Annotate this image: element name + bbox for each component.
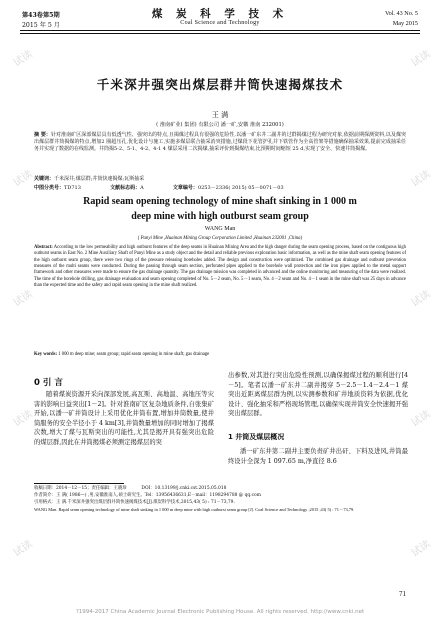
volume-issue: 第43卷第5期: [22, 12, 60, 19]
header-rule: [20, 30, 420, 31]
abstract-cn-label: 摘 要：: [34, 132, 51, 138]
affiliation-cn: ( 淮南矿业( 集团) 有限公司 潘一矿,安徽 淮南 232001): [156, 122, 284, 128]
abstract-en-text: According to the low permeability and high outburst features of the deep seams in Huainan Mining Area and the high danger during the seam opening process, based on the contiguous high outburst seams in East No. 2 Mine Auxiliary Shaft of Panyi Mine as a study object and the detail and reliable previous exploration basic information, as well as the mine shaft seam opening features of the high outburst seam group, there were two rings of the pressure releasing boreholes added. The design and construction were optimized. The combined gas drainage and outburst prevention measures of the multi seams were conducted. During the passing through seam section, perforated pipes applied to the borehole wall protection and the iron pipes applied to the metal support framework and other measures were made to ensure the gas drainage quantity. The gas drainage mission was completed in advanced and the online monitoring and measuring of the data were realized. The time of the borehole drilling, gas drainage evaluation and seam opening completed of No. 5－2 seam, No. 5－1 seam, No. 4－2 seam and No. 4－1 seam in the mine shaft was 25 days in advance than the expected time and the safety and rapid seam opening in the mine shaft realized.: [34, 245, 406, 289]
doc-code-label: 文献标志码：: [110, 185, 141, 191]
watermark: 试读: [11, 538, 35, 560]
keywords-en-text: 1 000 m deep mine; seam group; rapid seam opening in mine shaft; gas drainage: [58, 352, 210, 357]
classification-line: [34, 185, 406, 192]
header-rule-thin: [20, 33, 420, 34]
journal-title-cn: 煤 炭 科 学 技 术: [151, 8, 289, 20]
article-title-en-line1: Rapid seam opening technology of mine shaft sinking in 1 000 m: [83, 196, 357, 207]
article-title-en-line2: deep mine with high outburst seam group: [131, 211, 309, 222]
watermark: 试读: [11, 48, 35, 70]
watermark: 试读: [409, 538, 433, 560]
right-col-para-1: 出参数,对其进行突出危险性预测,以确保揭煤过程的顺利进行[4－5]。笔者以潘一矿东井二副井揭穿 5－2.5－1.4－2.4－1 煤突出近距离煤层群为例,以实测参数和矿井地质资料为依据,优化设计、强化抽采和严格现场管理,以确保实现井筒安全快速揭开强突出煤层群。: [228, 372, 408, 417]
issue-date-en: May 2015: [392, 20, 418, 27]
abstract-cn-text: 针对淮南矿区深部煤层具有低透气性、强突出的特点,且揭煤过程具有很强的危险性,以潘一矿东井二副井的过群揭煤过程为研究对象,依据前期探测资料,以及煤突出煤层群井筒揭煤的特点,增加2 圈超压孔,优化设计与施工,实施多煤层联合抽采消突措施,过煤段下花管护孔并下铁管作为全高管架等措施确保抽采效果,提前完成抽采任务并实现了数据的在线监测。井筒揭5-2、5-1、4-2、4-1 4 煤层采用二次揭煤,抽采评价到揭煤结束,比预期时间缩短 25 d,实现了安全、快速井筒揭煤。: [34, 132, 406, 153]
watermark: 试读: [11, 168, 35, 190]
article-title-cn: 千米深井强突出煤层群井筒快速揭煤技术: [96, 77, 344, 92]
section-0-heading: 0 引 言: [34, 378, 63, 388]
author-en: WANG Man: [204, 226, 236, 232]
keywords-cn-label: 关键词：: [34, 176, 55, 182]
doi: DOI：10.13199/j.cnki.cst.2015.05.018: [141, 486, 227, 491]
copyright-line: ?1994-2017 China Academic Journal Electronic Publishing House. All rights reserved. http://www.cnki.net: [75, 609, 365, 615]
author-cn: 王 满: [211, 111, 229, 119]
watermark: 试读: [11, 408, 35, 430]
clc-value: TD713: [64, 185, 81, 191]
footnote-rule: [34, 483, 124, 484]
keywords-cn-text: 千米深井;煤层群;井筒快速揭煤;瓦斯抽采: [54, 176, 145, 182]
watermark: 试读: [409, 408, 433, 430]
watermark: 试读: [409, 48, 433, 70]
watermark: 试读: [409, 168, 433, 190]
keywords-cn: [34, 176, 406, 183]
footnote-cite-en: WANG Man. Rapid seam opening technology of mine shaft sinking in 1 000 m deep mine with high outburst seam group [J]. Coal Science and Technology ,2015 ,43( 5) : 71－73,79.: [34, 507, 355, 512]
doc-code-value: A: [140, 185, 144, 191]
article-no-value: 0253－2336( 2015) 05－0071－03: [197, 185, 284, 191]
volume-issue-en: Vol. 43 No. 5: [384, 10, 418, 17]
received-date: 收稿日期：2014－12－15；责任编辑：王晓珍: [34, 486, 127, 491]
watermark: 试读: [11, 288, 35, 310]
footnote-received: [34, 486, 406, 492]
clc-label: 中图分类号：: [34, 185, 65, 191]
section-1-heading: 1 井筒及煤层概况: [228, 433, 285, 441]
keywords-en-label: Key words:: [34, 352, 58, 357]
footnote-cite-cn: 引用格式：王 满.千米深井强突出煤层群井筒快速揭煤技术[J].煤炭科学技术,2015,43( 5) : 71－73,79.: [34, 500, 235, 505]
abstract-en: [34, 245, 406, 289]
footnote-bio: 作者简介：王 满( 1986—) ,男,安徽淮南人,硕士研究生。Tel：13956436631,E－mail：1198294788 @ qq.com: [34, 493, 261, 498]
right-col-para-2: 潘一矿东井第二副井主要负责矿井出矸、下料及进风,井筒最终设计全深为 1 097.65 m,净直径 8.6: [228, 448, 408, 465]
section-0-text: 随着煤炭资源开采向深部发展,高瓦斯、高地温、高地压等灾害的影响日益突出[1－2]。针对淮南矿区复杂地质条件,自张集矿开始,以潘一矿井筒设计上采用优化井筒布置,增加井筒数量,使井筒服务的安全半径小于 4 km[3],井筒数量增加的同时增加了揭煤次数,增大了煤与瓦斯突出的可能性,尤其是揭开具有强突出危险的煤层群,因此在井筒揭煤必须测定揭煤层的突: [34, 391, 214, 446]
page-number: 71: [399, 590, 406, 598]
article-no-label: 文章编号：: [172, 185, 198, 191]
issue-date: 2015 年 5 月: [22, 22, 60, 29]
abstract-en-label: Abstract:: [34, 245, 53, 250]
affiliation-en: ( Panyi Mine ,Huainan Mining Group Corporation Limited ,Huainan 232001 ,China): [137, 236, 303, 241]
keywords-en: [34, 352, 406, 358]
journal-title-en: Coal Science and Technology: [180, 20, 260, 26]
abstract-cn: [34, 132, 406, 154]
watermark: 试读: [409, 288, 433, 310]
